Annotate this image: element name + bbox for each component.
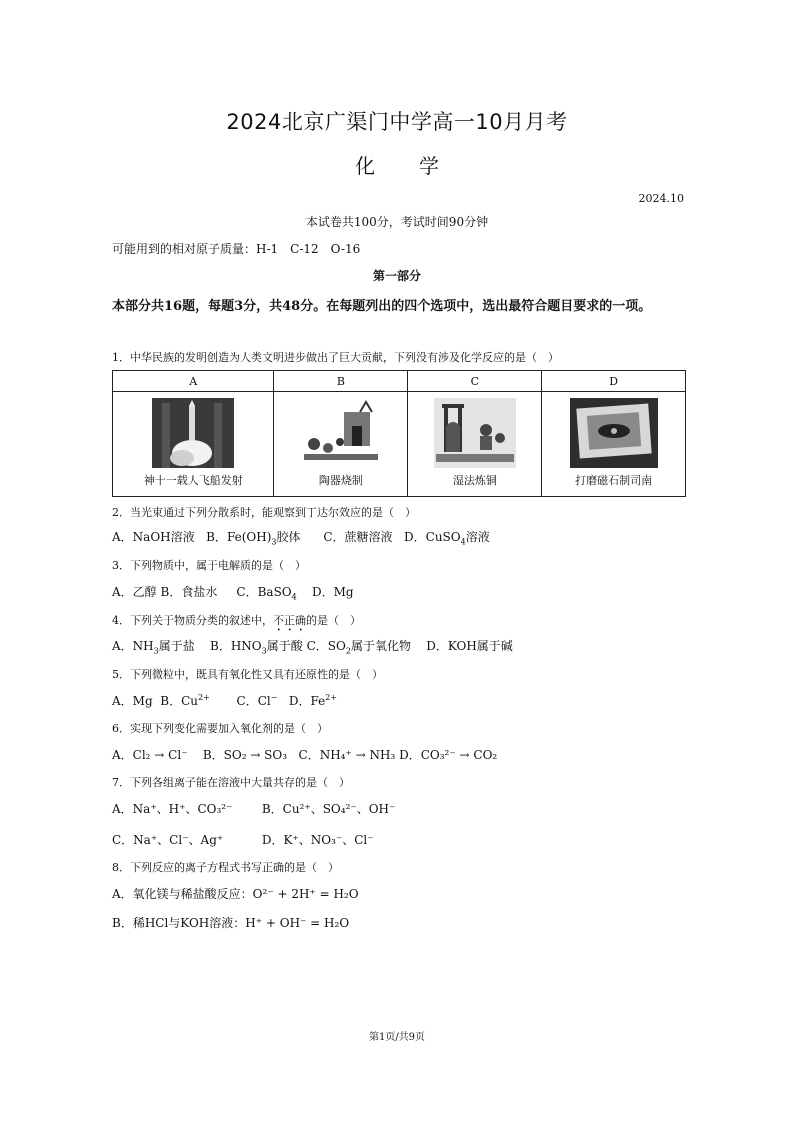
exam-date: 2024.10 <box>638 192 684 205</box>
q6-option-b: B．SO₂ → SO₃ <box>202 748 288 762</box>
pottery-firing-drawing-icon <box>300 398 382 468</box>
q7-option-b: B．Cu²⁺、SO₄²⁻、OH⁻ <box>261 802 396 816</box>
q2-option-a: A．NaOH溶液 <box>112 530 195 544</box>
q1-option-b-label: B <box>274 371 408 392</box>
exam-title: 2024北京广渠门中学高一10月月考 <box>226 110 568 134</box>
q1-option-a-label: A <box>113 371 274 392</box>
q6-option-d: D．CO₃²⁻ → CO₂ <box>399 748 498 762</box>
q6-options <box>112 746 497 763</box>
q3-option-d: D．Mg <box>311 585 354 599</box>
q1-option-d-caption: 打磨磁石制司南 <box>575 474 653 487</box>
q1-option-d <box>542 392 686 497</box>
q5-option-c: C．Cl− <box>236 693 278 708</box>
q7-stem: 7．下列各组离子能在溶液中大量共存的是（ ） <box>112 776 350 789</box>
q2-option-b: B．$Fe(OH)_3$胶体 <box>206 530 301 547</box>
q5-option-d: D．$Fe^{2+}$ <box>288 693 338 708</box>
q1-option-a <box>113 392 274 497</box>
q5-option-a: A．Mg <box>112 694 153 708</box>
q5-stem: 5．下列微粒中，既具有氧化性又具有还原性的是（ ） <box>112 668 383 681</box>
q2-stem: 2．当光束通过下列分散系时，能观察到丁达尔效应的是（ ） <box>112 506 416 519</box>
rocket-launch-photo-icon <box>152 398 234 468</box>
compass-photo-icon <box>570 398 658 468</box>
q4-option-c: C．$SO_2$属于氧化物 <box>306 639 411 656</box>
q7-option-c: C．Na⁺、Cl⁻、Ag⁺ <box>112 833 224 847</box>
q1-options-table <box>112 370 686 497</box>
q1-option-c-caption: 湿法炼铜 <box>452 474 497 487</box>
q7-option-a: A．Na⁺、H⁺、CO₃²⁻ <box>112 802 233 816</box>
page-number: 第1页/共9页 <box>368 1032 426 1043</box>
q8-option-a: A．氧化镁与稀盐酸反应：O²⁻ + 2H⁺ = H₂O <box>112 887 359 901</box>
q1-option-a-caption: 神十一载人飞船发射 <box>143 474 243 487</box>
q4-options <box>112 637 513 655</box>
q6-option-c: C．NH₄⁺ → NH₃ <box>298 748 396 762</box>
q3-options <box>112 583 354 601</box>
q2-options <box>112 528 490 546</box>
q1-option-c-label: C <box>408 371 542 392</box>
part-title: 第一部分 <box>372 269 421 283</box>
q6-stem: 6．实现下列变化需要加入氧化剂的是（ ） <box>112 722 328 735</box>
q6-option-a: A．Cl₂ → Cl⁻ <box>112 748 188 762</box>
part-description: 本部分共16题，每题3分，共48分。在每题列出的四个选项中，选出最符合题目要求的一项。 <box>112 299 652 314</box>
q1-option-c <box>408 392 542 497</box>
subject-title: 化 学 <box>355 154 439 178</box>
q4-option-a: A．$NH_3$属于盐 <box>112 639 195 656</box>
exam-info: 本试卷共100分，考试时间90分钟 <box>305 215 489 229</box>
q4-option-d: D．KOH属于碱 <box>426 639 513 653</box>
q3-option-a: A．乙醇 <box>112 585 157 599</box>
q3-option-c: C．BaSO$_4$ <box>236 585 297 602</box>
q3-option-b: B．食盐水 <box>160 585 218 599</box>
copper-smelting-drawing-icon <box>434 398 516 468</box>
q1-option-b <box>274 392 408 497</box>
q7-option-d: D．K⁺、NO₃⁻、Cl⁻ <box>261 833 374 847</box>
q1-stem: 1．中华民族的发明创造为人类文明进步做出了巨大贡献，下列没有涉及化学反应的是（ ） <box>112 351 559 364</box>
q4-stem: 4．下列关于物质分类的叙述中，不正确的是（ ） <box>112 614 361 627</box>
q5-option-b: B．$Cu^{2+}$ <box>160 693 210 708</box>
q2-option-c: C．蔗糖溶液 <box>323 530 393 544</box>
q5-options <box>112 692 337 709</box>
q7-options-row2 <box>112 831 374 848</box>
q1-option-b-caption: 陶器烧制 <box>318 474 363 487</box>
q8-stem: 8．下列反应的离子方程式书写正确的是（ ） <box>112 861 339 874</box>
atomic-mass-note: 可能用到的相对原子质量：H-1 C-12 O-16 <box>112 242 361 256</box>
q1-option-d-label: D <box>542 371 686 392</box>
q8-option-b: B．稀HCl与KOH溶液：H⁺ + OH⁻ = H₂O <box>112 916 350 930</box>
q2-option-d: D．CuSO$_4$溶液 <box>404 530 490 547</box>
q4-option-b: B．$HNO_3$属于酸 <box>210 639 303 656</box>
q3-stem: 3．下列物质中，属于电解质的是（ ） <box>112 559 306 572</box>
q4-stem-emphasis: 不正确 <box>273 614 306 627</box>
q7-options-row1 <box>112 800 395 817</box>
